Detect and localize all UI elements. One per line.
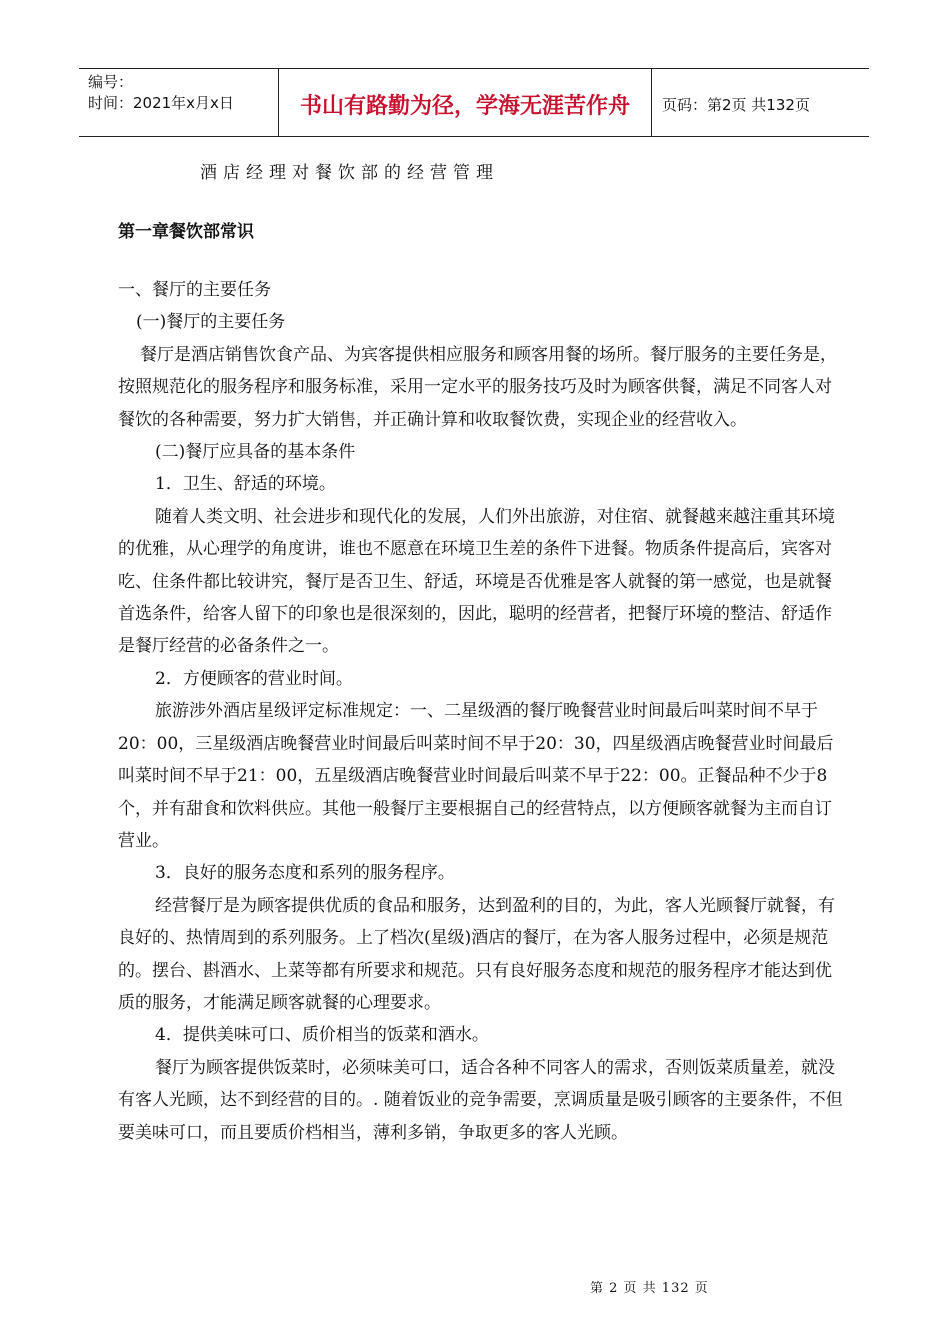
list-item-heading: 2．方便顾客的营业时间。	[155, 668, 353, 689]
list-item-heading: 4．提供美味可口、质价相当的饭菜和酒水。	[155, 1025, 489, 1046]
page-footer: 第 2 页 共 132 页	[590, 1281, 709, 1296]
header-date-label: 时间：2021年x月x日	[88, 94, 234, 112]
paragraph: 随着人类文明、社会进步和现代化的发展，人们外出旅游，对住宿、就餐越来越注重其环境的优雅，从心理学的角度讲，谁也不愿意在环境卫生差的条件下进餐。物质条件提高后，宾客对吃、住条件都比较讲究，餐厅是否卫生、舒适，环境是否优雅是客人就餐的第一感觉，也是就餐首选条件，给客人留下的印象也是很深刻的，因此，聪明的经营者，把餐厅环境的整洁、舒适作是餐厅经营的必备条件之一。	[118, 506, 835, 657]
list-item-heading: 3．良好的服务态度和系列的服务程序。	[155, 863, 455, 884]
paragraph: 有客人光顾，达不到经营的目的。. 随着饭业的竞争需要，烹调质量是吸引顾客的主要条件，不但要美味可口，而且要质价档相当，薄利多销，争取更多的客人光顾。	[118, 1090, 843, 1143]
header-motto: 书山有路勤为径，学海无涯苦作舟	[279, 69, 652, 136]
subsection-heading: (二)餐厅应具备的基本条件	[155, 442, 356, 463]
paragraph: 餐厅是酒店销售饮食产品、为宾客提供相应服务和顾客用餐的场所。餐厅服务的主要任务是，按照规范化的服务程序和服务标准，采用一定水平的服务技巧及时为顾客供餐，满足不同客人对餐饮的各种需要，努力扩大销售，并正确计算和收取餐饮费，实现企业的经营收入。	[118, 344, 837, 430]
document-title: 酒店经理对餐饮部的经营管理	[200, 163, 499, 183]
subsection-heading: (一)餐厅的主要任务	[136, 312, 286, 333]
document-body	[118, 274, 846, 1149]
page-header	[79, 68, 869, 137]
chapter-heading: 第一章餐饮部常识	[118, 222, 254, 242]
paragraph: 餐厅为顾客提供饭菜时，必须味美可口，适合各种不同客人的需求，否则饭菜质量差，就没	[155, 1057, 835, 1078]
header-number-label: 编号：	[88, 73, 134, 91]
paragraph: 经营餐厅是为顾客提供优质的食品和服务，达到盈利的目的，为此，客人光顾餐厅就餐，有良好的、热情周到的系列服务。上了档次(星级)酒店的餐厅，在为客人服务过程中，必须是规范的。摆台、斟酒水、上菜等都有所要求和规范。只有良好服务态度和规范的服务程序才能达到优质的服务，才能满足顾客就餐的心理要求。	[118, 895, 835, 1013]
header-page-info: 页码：第2页 共132页	[662, 95, 810, 114]
section-heading: 一、餐厅的主要任务	[118, 280, 271, 300]
header-meta-cell	[79, 69, 279, 136]
list-item-heading: 1．卫生、舒适的环境。	[155, 474, 336, 495]
paragraph: 旅游涉外酒店星级评定标准规定：一、二星级酒的餐厅晚餐营业时间最后叫菜时间不早于20：00，三星级酒店晚餐营业时间最后叫菜时间不早于20：30，四星级酒店晚餐营业时间最后叫菜时间不早于21：00，五星级酒店晚餐营业时间最后叫菜不早于22：00。正餐品种不少于8个，并有甜食和饮料供应。其他一般餐厅主要根据自己的经营特点，以方便顾客就餐为主而自订营业。	[118, 701, 834, 851]
